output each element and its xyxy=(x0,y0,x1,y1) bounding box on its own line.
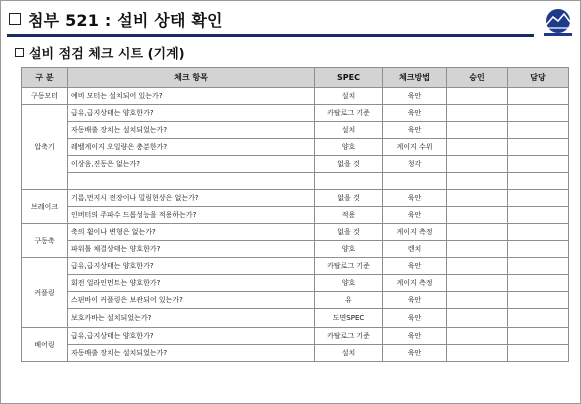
method-cell: 게이지 측정 xyxy=(383,275,447,292)
table-row xyxy=(22,139,569,156)
table-row xyxy=(22,173,569,190)
method-cell: 렌치 xyxy=(383,241,447,258)
spec-cell: 도면SPEC xyxy=(315,309,383,328)
section-subtitle xyxy=(15,43,185,62)
owner-cell[interactable] xyxy=(508,275,569,292)
column-header-owner: 담당 xyxy=(508,68,569,88)
table-row xyxy=(22,224,569,241)
check-item-cell: 자동배출 장치는 설치되었는가? xyxy=(68,345,315,362)
category-cell: 커플링 xyxy=(22,258,68,328)
check-item-cell: 스핀바이 커플링은 보관되어 있는가? xyxy=(68,292,315,309)
spec-cell: 없을 것 xyxy=(315,156,383,173)
category-cell: 압축기 xyxy=(22,105,68,190)
table-row xyxy=(22,275,569,292)
method-cell: 게이지 수위 xyxy=(383,139,447,156)
check-item-cell: 예비 모터는 설치되어 있는가? xyxy=(68,88,315,105)
approval-cell[interactable] xyxy=(447,105,508,122)
table-body xyxy=(22,88,569,362)
owner-cell[interactable] xyxy=(508,156,569,173)
table-row xyxy=(22,156,569,173)
column-header-category: 구 분 xyxy=(22,68,68,88)
spec-cell: 양호 xyxy=(315,275,383,292)
spec-cell: 양호 xyxy=(315,241,383,258)
spec-cell: 설치 xyxy=(315,88,383,105)
owner-cell[interactable] xyxy=(508,345,569,362)
spec-cell xyxy=(315,173,383,190)
check-item-cell: 급유,급지상태는 양호한가? xyxy=(68,105,315,122)
method-cell: 육안 xyxy=(383,345,447,362)
table-row xyxy=(22,105,569,122)
approval-cell[interactable] xyxy=(447,139,508,156)
check-item-cell xyxy=(68,173,315,190)
square-bullet-icon xyxy=(9,13,21,25)
method-cell xyxy=(383,173,447,190)
category-cell: 구동축 xyxy=(22,224,68,258)
subtitle-text: 설비 점검 체크 시트 (기계) xyxy=(29,47,185,62)
approval-cell[interactable] xyxy=(447,156,508,173)
table-row xyxy=(22,258,569,275)
approval-cell[interactable] xyxy=(447,345,508,362)
column-header-check-item: 체크 항목 xyxy=(68,68,315,88)
table-row xyxy=(22,122,569,139)
spec-cell: 유 xyxy=(315,292,383,309)
check-item-cell: 급유,급지상태는 양호한가? xyxy=(68,258,315,275)
method-cell: 육안 xyxy=(383,292,447,309)
owner-cell[interactable] xyxy=(508,139,569,156)
owner-cell[interactable] xyxy=(508,122,569,139)
spec-cell: 카탈로그 기준 xyxy=(315,258,383,275)
column-header-method: 체크방법 xyxy=(383,68,447,88)
spec-cell: 적용 xyxy=(315,207,383,224)
table-row xyxy=(22,328,569,345)
owner-cell[interactable] xyxy=(508,292,569,309)
method-cell: 청각 xyxy=(383,156,447,173)
check-item-cell: 자동배출 장치는 설치되었는가? xyxy=(68,122,315,139)
approval-cell[interactable] xyxy=(447,207,508,224)
column-header-spec: SPEC xyxy=(315,68,383,88)
owner-cell[interactable] xyxy=(508,328,569,345)
table-header-row xyxy=(22,68,569,88)
method-cell: 육안 xyxy=(383,328,447,345)
spec-cell: 카탈로그 기준 xyxy=(315,328,383,345)
check-item-cell: 보호카바는 설치되었는가? xyxy=(68,309,315,328)
company-logo-icon xyxy=(541,7,575,37)
owner-cell[interactable] xyxy=(508,207,569,224)
approval-cell[interactable] xyxy=(447,190,508,207)
method-cell: 육안 xyxy=(383,190,447,207)
table-row xyxy=(22,207,569,224)
spec-cell: 카탈로그 기준 xyxy=(315,105,383,122)
table-row xyxy=(22,309,569,328)
check-item-cell: 레벨게이지 오일량은 충분한가? xyxy=(68,139,315,156)
table-row xyxy=(22,292,569,309)
approval-cell[interactable] xyxy=(447,292,508,309)
table-row xyxy=(22,241,569,258)
table-row xyxy=(22,88,569,105)
approval-cell[interactable] xyxy=(447,241,508,258)
method-cell: 육안 xyxy=(383,258,447,275)
method-cell: 육안 xyxy=(383,309,447,328)
approval-cell[interactable] xyxy=(447,258,508,275)
column-header-approval: 승인 xyxy=(447,68,508,88)
spec-cell: 없을 것 xyxy=(315,190,383,207)
category-cell: 구동모터 xyxy=(22,88,68,105)
spec-cell: 양호 xyxy=(315,139,383,156)
owner-cell[interactable] xyxy=(508,224,569,241)
method-cell: 육안 xyxy=(383,122,447,139)
spec-cell: 설치 xyxy=(315,345,383,362)
page-title: 첨부 521 : 설비 상태 확인 xyxy=(28,10,223,30)
owner-cell[interactable] xyxy=(508,241,569,258)
table-row xyxy=(22,190,569,207)
spec-cell: 없을 것 xyxy=(315,224,383,241)
table-row xyxy=(22,345,569,362)
owner-cell[interactable] xyxy=(508,190,569,207)
approval-cell[interactable] xyxy=(447,173,508,190)
method-cell: 육안 xyxy=(383,88,447,105)
approval-cell[interactable] xyxy=(447,275,508,292)
check-item-cell: 축의 휨이나 변형은 없는가? xyxy=(68,224,315,241)
owner-cell[interactable] xyxy=(508,88,569,105)
check-item-cell: 인버터의 주파수 드롭성능을 적용하는가? xyxy=(68,207,315,224)
check-item-cell: 파워툴 체결상태는 양호한가? xyxy=(68,241,315,258)
owner-cell[interactable] xyxy=(508,105,569,122)
check-item-cell: 기름,먼지시 전장이나 밀림현상은 없는가? xyxy=(68,190,315,207)
check-sheet-table xyxy=(21,67,569,362)
title-underline xyxy=(7,34,534,37)
category-cell: 브레이크 xyxy=(22,190,68,224)
spec-cell: 설치 xyxy=(315,122,383,139)
approval-cell[interactable] xyxy=(447,328,508,345)
approval-cell[interactable] xyxy=(447,224,508,241)
method-cell: 육안 xyxy=(383,105,447,122)
category-cell: 베어링 xyxy=(22,328,68,362)
method-cell: 게이지 측정 xyxy=(383,224,447,241)
approval-cell[interactable] xyxy=(447,88,508,105)
method-cell: 육안 xyxy=(383,207,447,224)
owner-cell[interactable] xyxy=(508,309,569,328)
check-item-cell: 회전 얼라인먼트는 양호한가? xyxy=(68,275,315,292)
owner-cell[interactable] xyxy=(508,258,569,275)
approval-cell[interactable] xyxy=(447,122,508,139)
approval-cell[interactable] xyxy=(447,309,508,328)
check-item-cell: 이상음,진동은 없는가? xyxy=(68,156,315,173)
title-bar xyxy=(9,5,223,33)
owner-cell[interactable] xyxy=(508,173,569,190)
check-item-cell: 급유,급지상태는 양호한가? xyxy=(68,328,315,345)
square-bullet-icon xyxy=(15,48,24,57)
